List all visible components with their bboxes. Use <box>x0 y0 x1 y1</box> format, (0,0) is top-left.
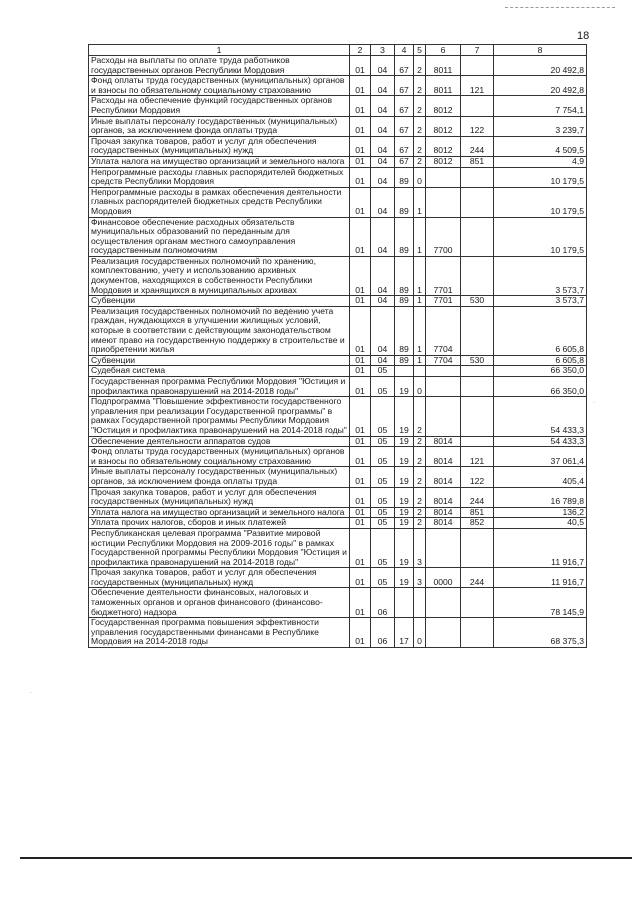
row-code: 2 <box>414 76 426 96</box>
row-code: 19 <box>395 436 414 447</box>
row-code: 01 <box>350 217 371 256</box>
row-name: Уплата прочих налогов, сборов и иных платежей <box>89 518 350 529</box>
row-code: 05 <box>371 377 395 397</box>
row-code <box>461 397 494 436</box>
row-code: 0000 <box>426 568 461 588</box>
row-amount: 68 375,3 <box>494 618 587 648</box>
row-code: 2 <box>414 507 426 518</box>
row-code: 89 <box>395 306 414 355</box>
row-code: 89 <box>395 256 414 295</box>
row-code: 01 <box>350 187 371 217</box>
row-code <box>461 56 494 76</box>
row-code: 05 <box>371 467 395 487</box>
row-code: 530 <box>461 296 494 307</box>
row-code: 19 <box>395 528 414 567</box>
row-amount: 136,2 <box>494 507 587 518</box>
row-name: Прочая закупка товаров, работ и услуг для обеспечения государственных (муниципальных) нужд <box>89 568 350 588</box>
row-code <box>395 588 414 618</box>
col-header: 5 <box>414 45 426 56</box>
row-code: 06 <box>371 618 395 648</box>
row-code: 01 <box>350 507 371 518</box>
row-code: 0 <box>414 618 426 648</box>
row-code: 1 <box>414 296 426 307</box>
row-code: 8011 <box>426 56 461 76</box>
row-name: Республиканская целевая программа "Развитие мировой юстиции Республики Мордовия на 2009-2016 годы" в рамках Государственной программы Республики Мордовия "Юстиция и профилактика правонарушений на 2014-2018 годы" <box>89 528 350 567</box>
row-code: 244 <box>461 487 494 507</box>
row-code: 19 <box>395 568 414 588</box>
row-name: Реализация государственных полномочий по хранению, комплектованию, учету и использованию архивных документов, находящихся в собственности Республики Мордовия и хранящихся в муниципальных архивах <box>89 256 350 295</box>
row-code: 01 <box>350 397 371 436</box>
row-code: 2 <box>414 436 426 447</box>
row-code <box>461 256 494 295</box>
row-code: 89 <box>395 167 414 187</box>
row-code: 122 <box>461 467 494 487</box>
row-amount: 10 179,5 <box>494 217 587 256</box>
row-code: 01 <box>350 296 371 307</box>
row-name: Уплата налога на имущество организаций и земельного налога <box>89 156 350 167</box>
row-code: 01 <box>350 96 371 116</box>
row-code: 1 <box>414 355 426 366</box>
row-code <box>426 618 461 648</box>
table-row <box>89 397 587 436</box>
row-code: 04 <box>371 167 395 187</box>
table-row <box>89 487 587 507</box>
row-code: 04 <box>371 306 395 355</box>
row-amount: 4 509,5 <box>494 136 587 156</box>
bottom-rule <box>20 857 632 859</box>
row-name: Фонд оплаты труда государственных (муниципальных) органов и взносы по обязательному социальному страхованию <box>89 76 350 96</box>
row-code: 04 <box>371 256 395 295</box>
col-header: 6 <box>426 45 461 56</box>
table-row <box>89 355 587 366</box>
row-code: 8014 <box>426 447 461 467</box>
row-name: Расходы на выплаты по оплате труда работников государственных органов Республики Мордовия <box>89 56 350 76</box>
row-code <box>461 618 494 648</box>
row-code <box>461 436 494 447</box>
row-code: 2 <box>414 56 426 76</box>
row-code <box>426 397 461 436</box>
row-code <box>461 187 494 217</box>
row-name: Уплата налога на имущество организаций и земельного налога <box>89 507 350 518</box>
row-code: 19 <box>395 518 414 529</box>
row-code: 0 <box>414 167 426 187</box>
row-code: 01 <box>350 568 371 588</box>
row-code: 19 <box>395 447 414 467</box>
row-code: 01 <box>350 447 371 467</box>
row-code <box>426 528 461 567</box>
row-code <box>461 167 494 187</box>
row-amount: 3 573,7 <box>494 256 587 295</box>
table-row <box>89 528 587 567</box>
row-code: 01 <box>350 377 371 397</box>
row-name: Финансовое обеспечение расходных обязательств муниципальных образований по переданным для осуществления органам местного самоуправления государственным полномочиям <box>89 217 350 256</box>
row-code: 05 <box>371 366 395 377</box>
row-code: 67 <box>395 136 414 156</box>
table-row <box>89 436 587 447</box>
row-code: 01 <box>350 136 371 156</box>
table-row <box>89 507 587 518</box>
row-amount: 16 789,8 <box>494 487 587 507</box>
row-code: 7701 <box>426 256 461 295</box>
row-amount: 11 916,7 <box>494 568 587 588</box>
row-code: 01 <box>350 256 371 295</box>
table-row <box>89 217 587 256</box>
row-code: 04 <box>371 116 395 136</box>
row-code: 04 <box>371 76 395 96</box>
row-code: 2 <box>414 156 426 167</box>
row-code: 05 <box>371 487 395 507</box>
row-name: Судебная система <box>89 366 350 377</box>
row-code: 19 <box>395 467 414 487</box>
budget-table <box>88 44 587 648</box>
row-code: 05 <box>371 447 395 467</box>
row-amount: 3 573,7 <box>494 296 587 307</box>
row-code <box>461 377 494 397</box>
table-row <box>89 588 587 618</box>
table-row <box>89 366 587 377</box>
row-code: 06 <box>371 588 395 618</box>
table-row <box>89 56 587 76</box>
table-row <box>89 568 587 588</box>
row-code: 2 <box>414 518 426 529</box>
row-code: 01 <box>350 355 371 366</box>
row-code: 1 <box>414 217 426 256</box>
row-code: 04 <box>371 96 395 116</box>
row-code: 89 <box>395 355 414 366</box>
row-code: 19 <box>395 377 414 397</box>
row-code: 7704 <box>426 306 461 355</box>
row-code: 851 <box>461 156 494 167</box>
row-code: 01 <box>350 167 371 187</box>
row-code: 05 <box>371 528 395 567</box>
row-code: 04 <box>371 355 395 366</box>
row-code <box>461 306 494 355</box>
row-code <box>426 366 461 377</box>
row-code: 17 <box>395 618 414 648</box>
row-code: 122 <box>461 116 494 136</box>
table-row <box>89 618 587 648</box>
row-code: 01 <box>350 76 371 96</box>
table-row <box>89 187 587 217</box>
row-name: Прочая закупка товаров, работ и услуг для обеспечения государственных (муниципальных) нужд <box>89 136 350 156</box>
row-amount: 10 179,5 <box>494 187 587 217</box>
row-amount: 10 179,5 <box>494 167 587 187</box>
row-code: 8014 <box>426 487 461 507</box>
row-name: Обеспечение деятельности аппаратов судов <box>89 436 350 447</box>
row-code: 01 <box>350 518 371 529</box>
table-row <box>89 518 587 529</box>
row-name: Непрограммные расходы в рамках обеспечения деятельности главных распорядителей бюджетных средств Республики Мордовия <box>89 187 350 217</box>
row-code: 2 <box>414 447 426 467</box>
row-name: Субвенции <box>89 296 350 307</box>
table-row <box>89 136 587 156</box>
row-name: Реализация государственных полномочий по ведению учета граждан, нуждающихся в улучшении жилищных условий, которые в соответствии с действующим законодательством имеют право на государственную поддержку в строительстве и приобретении жилья <box>89 306 350 355</box>
row-code: 851 <box>461 507 494 518</box>
row-name: Иные выплаты персоналу государственных (муниципальных) органов, за исключением фонда оплаты труда <box>89 467 350 487</box>
row-code: 05 <box>371 397 395 436</box>
header-row <box>89 45 587 56</box>
row-amount: 66 350,0 <box>494 366 587 377</box>
row-code: 67 <box>395 56 414 76</box>
row-code: 2 <box>414 96 426 116</box>
row-code: 2 <box>414 467 426 487</box>
row-code: 01 <box>350 366 371 377</box>
col-header: 3 <box>371 45 395 56</box>
row-name: Иные выплаты персоналу государственных (муниципальных) органов, за исключением фонда оплаты труда <box>89 116 350 136</box>
row-name: Подпрограмма "Повышение эффективности государственного управления при реализации Государственной программы" в рамках Государственной программы Республики Мордовия "Юстиция и профилактика правонарушений на 2014-2018 годы" <box>89 397 350 436</box>
row-code <box>395 366 414 377</box>
row-amount: 54 433,3 <box>494 436 587 447</box>
row-code: 05 <box>371 436 395 447</box>
row-code <box>426 377 461 397</box>
row-code: 04 <box>371 217 395 256</box>
row-code <box>461 528 494 567</box>
row-code: 01 <box>350 487 371 507</box>
row-name: Прочая закупка товаров, работ и услуг для обеспечения государственных (муниципальных) нужд <box>89 487 350 507</box>
scan-speck: · <box>30 690 32 696</box>
row-code: 67 <box>395 116 414 136</box>
row-code: 530 <box>461 355 494 366</box>
row-code: 7704 <box>426 355 461 366</box>
row-code: 01 <box>350 618 371 648</box>
row-code: 19 <box>395 507 414 518</box>
row-code: 01 <box>350 436 371 447</box>
row-name: Фонд оплаты труда государственных (муниципальных) органов и взносы по обязательному социальному страхованию <box>89 447 350 467</box>
row-code: 1 <box>414 187 426 217</box>
row-code: 8011 <box>426 76 461 96</box>
row-amount: 7 754,1 <box>494 96 587 116</box>
row-code: 8012 <box>426 116 461 136</box>
table-row <box>89 447 587 467</box>
row-code: 8012 <box>426 136 461 156</box>
row-code: 01 <box>350 528 371 567</box>
row-code: 2 <box>414 136 426 156</box>
table-row <box>89 116 587 136</box>
row-amount: 6 605,8 <box>494 355 587 366</box>
col-header: 4 <box>395 45 414 56</box>
row-code: 1 <box>414 256 426 295</box>
page-number: 18 <box>577 30 590 42</box>
table-row <box>89 296 587 307</box>
row-code: 01 <box>350 156 371 167</box>
table-row <box>89 156 587 167</box>
row-code: 89 <box>395 187 414 217</box>
row-amount: 66 350,0 <box>494 377 587 397</box>
row-code <box>426 167 461 187</box>
row-code: 04 <box>371 187 395 217</box>
row-code: 244 <box>461 568 494 588</box>
row-code: 19 <box>395 487 414 507</box>
row-name: Субвенции <box>89 355 350 366</box>
row-code: 04 <box>371 56 395 76</box>
row-code <box>461 588 494 618</box>
row-code: 121 <box>461 76 494 96</box>
row-code <box>461 96 494 116</box>
row-code: 7701 <box>426 296 461 307</box>
table-row <box>89 256 587 295</box>
row-amount: 6 605,8 <box>494 306 587 355</box>
scan-mark <box>505 7 615 9</box>
row-code: 121 <box>461 447 494 467</box>
table-row <box>89 306 587 355</box>
row-amount: 54 433,3 <box>494 397 587 436</box>
row-code: 0 <box>414 377 426 397</box>
row-amount: 37 061,4 <box>494 447 587 467</box>
row-code <box>414 366 426 377</box>
row-code: 8014 <box>426 436 461 447</box>
row-code: 3 <box>414 528 426 567</box>
row-code: 852 <box>461 518 494 529</box>
row-code: 01 <box>350 116 371 136</box>
row-code: 2 <box>414 487 426 507</box>
row-code: 19 <box>395 397 414 436</box>
table-body <box>89 56 587 648</box>
row-code: 05 <box>371 568 395 588</box>
row-amount: 78 145,9 <box>494 588 587 618</box>
row-code: 3 <box>414 568 426 588</box>
row-name: Государственная программа Республики Мордовия "Юстиция и профилактика правонарушений на 2014-2018 годы" <box>89 377 350 397</box>
row-code: 7700 <box>426 217 461 256</box>
row-amount: 20 492,8 <box>494 76 587 96</box>
row-code <box>461 366 494 377</box>
table-row <box>89 76 587 96</box>
table-row <box>89 377 587 397</box>
row-code <box>461 217 494 256</box>
scan-speck: · <box>593 400 595 406</box>
row-code: 8014 <box>426 507 461 518</box>
row-code: 8014 <box>426 467 461 487</box>
row-code: 2 <box>414 116 426 136</box>
col-header: 7 <box>461 45 494 56</box>
row-amount: 3 239,7 <box>494 116 587 136</box>
row-name: Государственная программа повышения эффективности управления государственными финансами в Республике Мордовия на 2014-2018 годы <box>89 618 350 648</box>
col-header: 2 <box>350 45 371 56</box>
row-code: 04 <box>371 156 395 167</box>
row-code: 89 <box>395 296 414 307</box>
row-code: 67 <box>395 76 414 96</box>
row-amount: 11 916,7 <box>494 528 587 567</box>
row-code: 8012 <box>426 156 461 167</box>
row-code: 01 <box>350 467 371 487</box>
row-code: 1 <box>414 306 426 355</box>
row-code: 67 <box>395 96 414 116</box>
row-code: 05 <box>371 507 395 518</box>
row-code: 8014 <box>426 518 461 529</box>
row-name: Расходы на обеспечение функций государственных органов Республики Мордовия <box>89 96 350 116</box>
row-code: 2 <box>414 397 426 436</box>
row-amount: 4,9 <box>494 156 587 167</box>
row-code <box>414 588 426 618</box>
row-code: 05 <box>371 518 395 529</box>
col-header: 8 <box>494 45 587 56</box>
col-header: 1 <box>89 45 350 56</box>
row-name: Обеспечение деятельности финансовых, налоговых и таможенных органов и органов финансового (финансово-бюджетного) надзора <box>89 588 350 618</box>
table-row <box>89 167 587 187</box>
row-amount: 405,4 <box>494 467 587 487</box>
row-code: 8012 <box>426 96 461 116</box>
row-code: 04 <box>371 136 395 156</box>
row-code: 01 <box>350 588 371 618</box>
row-code: 89 <box>395 217 414 256</box>
table-row <box>89 467 587 487</box>
row-code <box>426 588 461 618</box>
row-code: 01 <box>350 306 371 355</box>
row-code: 67 <box>395 156 414 167</box>
row-amount: 40,5 <box>494 518 587 529</box>
row-name: Непрограммные расходы главных распорядителей бюджетных средств Республики Мордовия <box>89 167 350 187</box>
row-code: 244 <box>461 136 494 156</box>
table-row <box>89 96 587 116</box>
row-code: 04 <box>371 296 395 307</box>
row-code <box>426 187 461 217</box>
row-amount: 20 492,8 <box>494 56 587 76</box>
row-code: 01 <box>350 56 371 76</box>
